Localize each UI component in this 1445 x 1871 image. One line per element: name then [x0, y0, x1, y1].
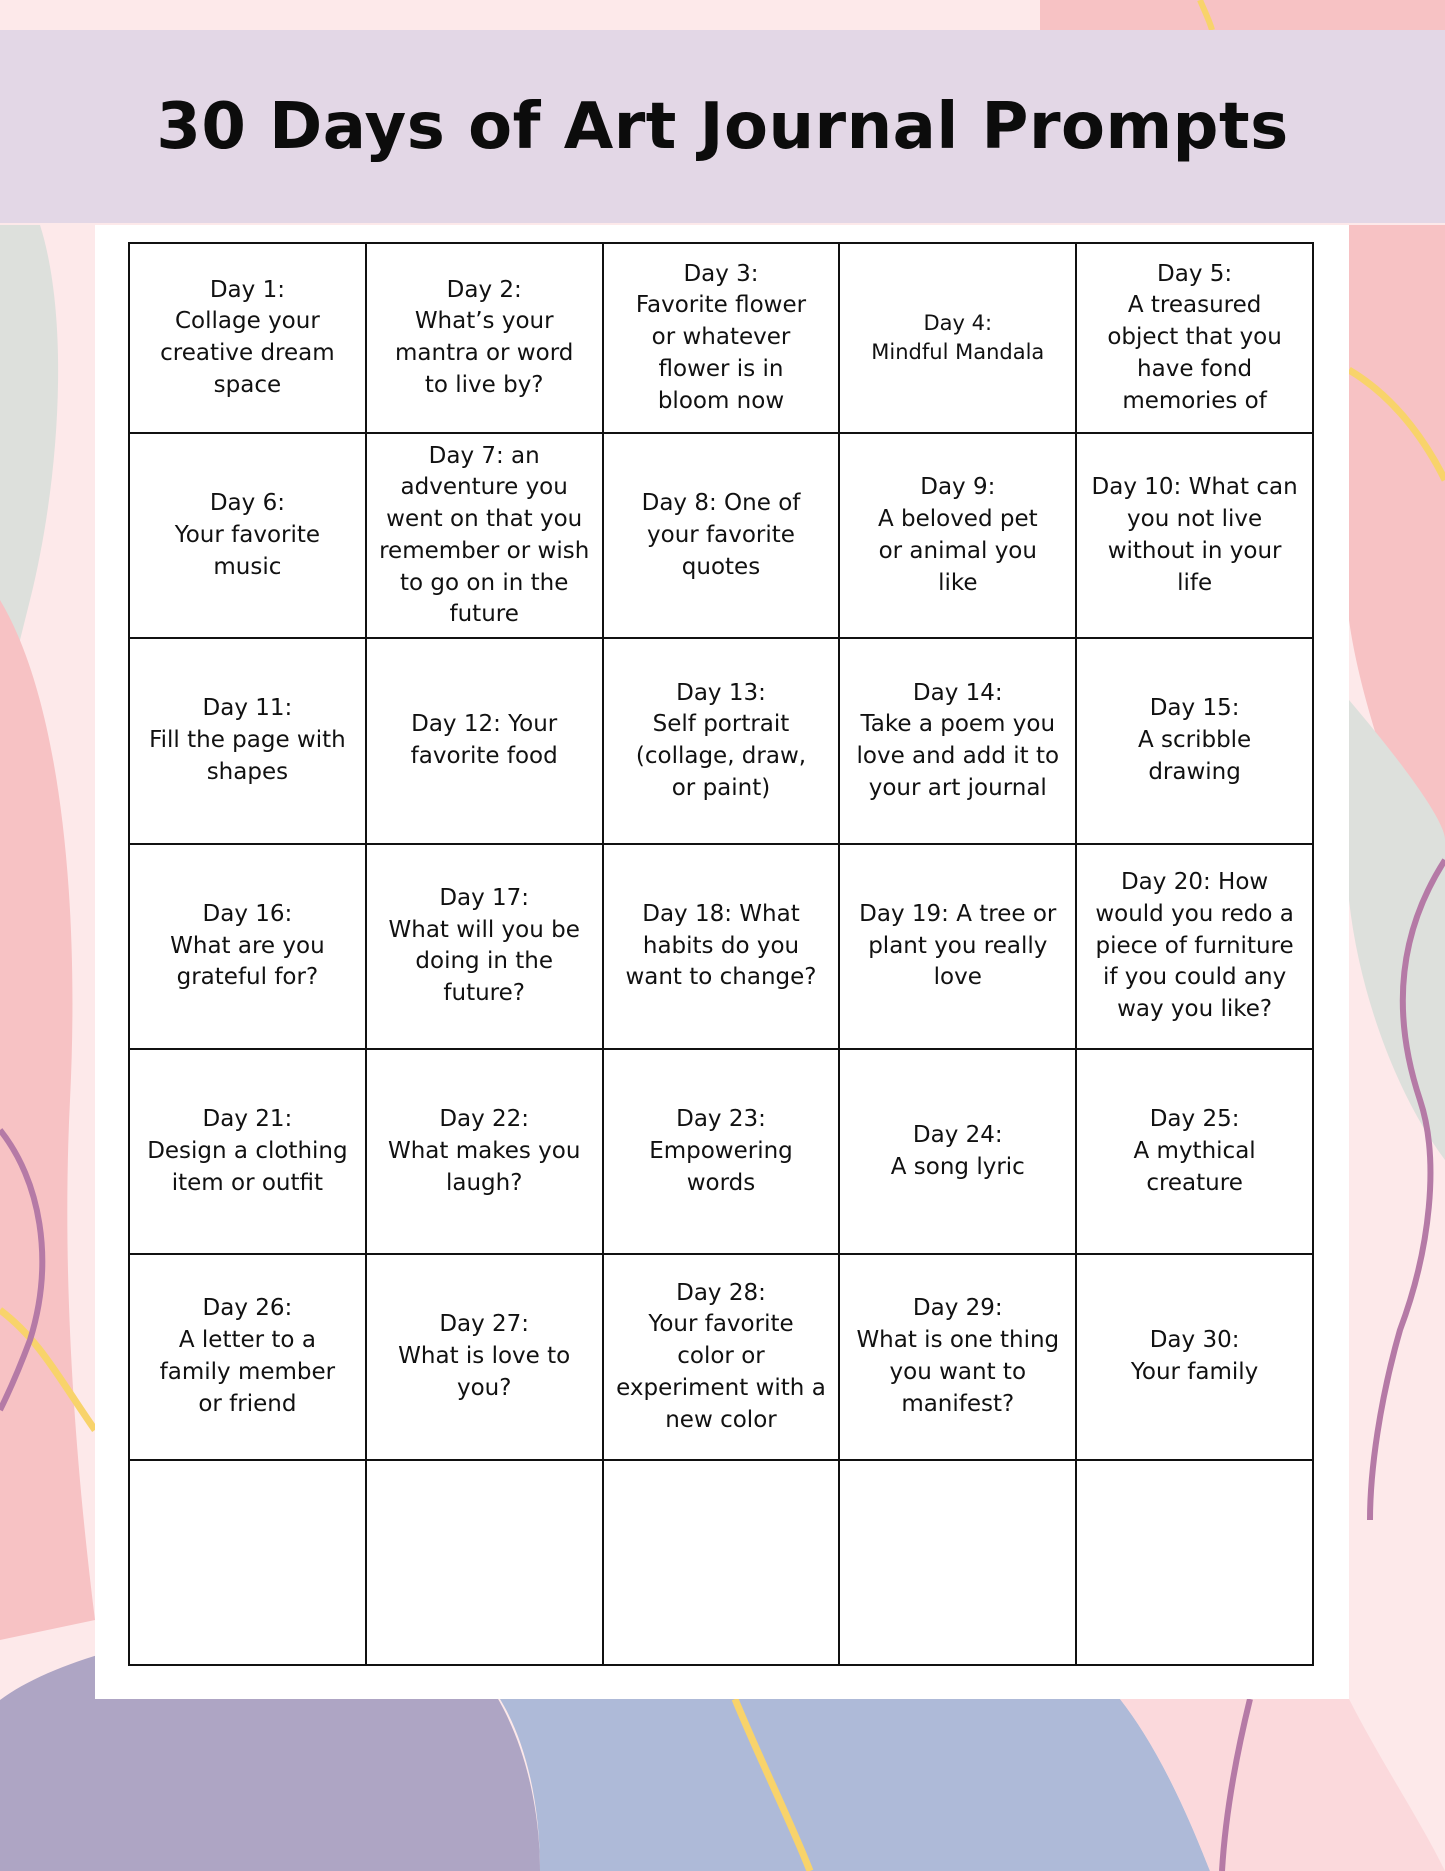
prompt-text: Day 22: What makes you laugh?	[387, 1106, 581, 1196]
prompt-cell-day-17	[366, 844, 603, 1049]
prompt-text: Day 17: What will you be doing in the future?	[388, 884, 580, 1007]
prompt-text: Day 5: A treasured object that you have fond memories of	[1107, 260, 1282, 414]
grid-row	[129, 433, 1313, 638]
prompt-text: Day 21: Design a clothing item or outfit	[147, 1106, 348, 1196]
prompt-cell-day-24	[839, 1049, 1076, 1254]
prompt-text: Day 25: A mythical creature	[1133, 1106, 1256, 1196]
prompt-cell-day-5	[1076, 243, 1313, 433]
prompt-cell-day-28	[603, 1254, 840, 1459]
grid-row	[129, 844, 1313, 1049]
prompt-cell-day-15	[1076, 638, 1313, 843]
prompt-text: Day 18: What habits do you want to change?	[625, 900, 817, 991]
prompt-cell-day-16	[129, 844, 366, 1049]
prompt-cell-day-12	[366, 638, 603, 843]
grid-row	[129, 638, 1313, 843]
prompt-text: Day 10: What can you not live without in your life	[1091, 474, 1298, 596]
empty-cell	[839, 1460, 1076, 1665]
page-title: 30 Days of Art Journal Prompts	[156, 89, 1289, 164]
prompt-cell-day-19	[839, 844, 1076, 1049]
prompt-text: Day 6: Your favorite music	[174, 490, 321, 580]
prompt-text: Day 30: Your family	[1130, 1327, 1259, 1385]
prompt-cell-day-6	[129, 433, 366, 638]
prompt-text: Day 23: Empowering words	[649, 1106, 793, 1196]
empty-cell	[1076, 1460, 1313, 1665]
prompt-text: Day 20: How would you redo a piece of furniture if you could any way you like?	[1095, 869, 1294, 1022]
prompt-cell-day-2	[366, 243, 603, 433]
prompt-text: Day 26: A letter to a family member or friend	[159, 1295, 336, 1417]
prompt-text: Day 12: Your favorite food	[410, 711, 558, 770]
empty-cell	[603, 1460, 840, 1665]
prompt-cell-day-23	[603, 1049, 840, 1254]
prompt-text: Day 24: A song lyric	[890, 1121, 1025, 1180]
prompt-cell-day-13	[603, 638, 840, 843]
prompt-text: Day 11: Fill the page with shapes	[149, 695, 346, 785]
prompt-grid	[128, 242, 1314, 1666]
prompt-cell-day-3	[603, 243, 840, 433]
grid-row	[129, 1460, 1313, 1665]
prompt-text: Day 4: Mindful Mandala	[871, 311, 1045, 365]
prompt-text: Day 3: Favorite flower or whatever flower is in bloom now	[635, 260, 807, 414]
prompt-cell-day-27	[366, 1254, 603, 1459]
prompt-cell-day-20	[1076, 844, 1313, 1049]
grid-row	[129, 1254, 1313, 1459]
prompt-text: Day 1: Collage your creative dream space	[160, 276, 335, 398]
prompt-text: Day 9: A beloved pet or animal you like	[877, 474, 1038, 596]
blue-blob-bottom	[500, 1699, 1210, 1871]
prompt-cell-day-8	[603, 433, 840, 638]
prompt-text: Day 7: an adventure you went on that you remember or wish to go on in the future	[379, 442, 590, 628]
prompt-sheet	[95, 225, 1349, 1699]
prompt-cell-day-9	[839, 433, 1076, 638]
empty-cell	[129, 1460, 366, 1665]
prompt-text: Day 15: A scribble drawing	[1137, 695, 1252, 785]
prompt-text: Day 8: One of your favorite quotes	[641, 490, 801, 580]
prompt-text: Day 28: Your favorite color or experiment with a new color	[616, 1279, 826, 1433]
prompt-cell-day-11	[129, 638, 366, 843]
prompt-text: Day 27: What is love to you?	[398, 1311, 571, 1401]
empty-cell	[366, 1460, 603, 1665]
prompt-cell-day-10	[1076, 433, 1313, 638]
prompt-cell-day-21	[129, 1049, 366, 1254]
prompt-cell-day-14	[839, 638, 1076, 843]
prompt-cell-day-1	[129, 243, 366, 433]
prompt-cell-day-29	[839, 1254, 1076, 1459]
grid-row	[129, 243, 1313, 433]
prompt-text: Day 14: Take a poem you love and add it to your art journal	[856, 679, 1060, 801]
prompt-cell-day-4	[839, 243, 1076, 433]
prompt-text: Day 19: A tree or plant you really love	[859, 900, 1057, 991]
title-banner	[0, 30, 1445, 223]
prompt-text: Day 2: What’s your mantra or word to live by?	[395, 276, 574, 398]
prompt-cell-day-7	[366, 433, 603, 638]
prompt-text: Day 16: What are you grateful for?	[170, 900, 325, 991]
grid-row	[129, 1049, 1313, 1254]
prompt-cell-day-18	[603, 844, 840, 1049]
prompt-text: Day 29: What is one thing you want to manifest?	[856, 1295, 1060, 1417]
prompt-cell-day-25	[1076, 1049, 1313, 1254]
prompt-text: Day 13: Self portrait (collage, draw, or paint)	[635, 679, 807, 801]
prompt-cell-day-30	[1076, 1254, 1313, 1459]
prompt-cell-day-26	[129, 1254, 366, 1459]
prompt-cell-day-22	[366, 1049, 603, 1254]
